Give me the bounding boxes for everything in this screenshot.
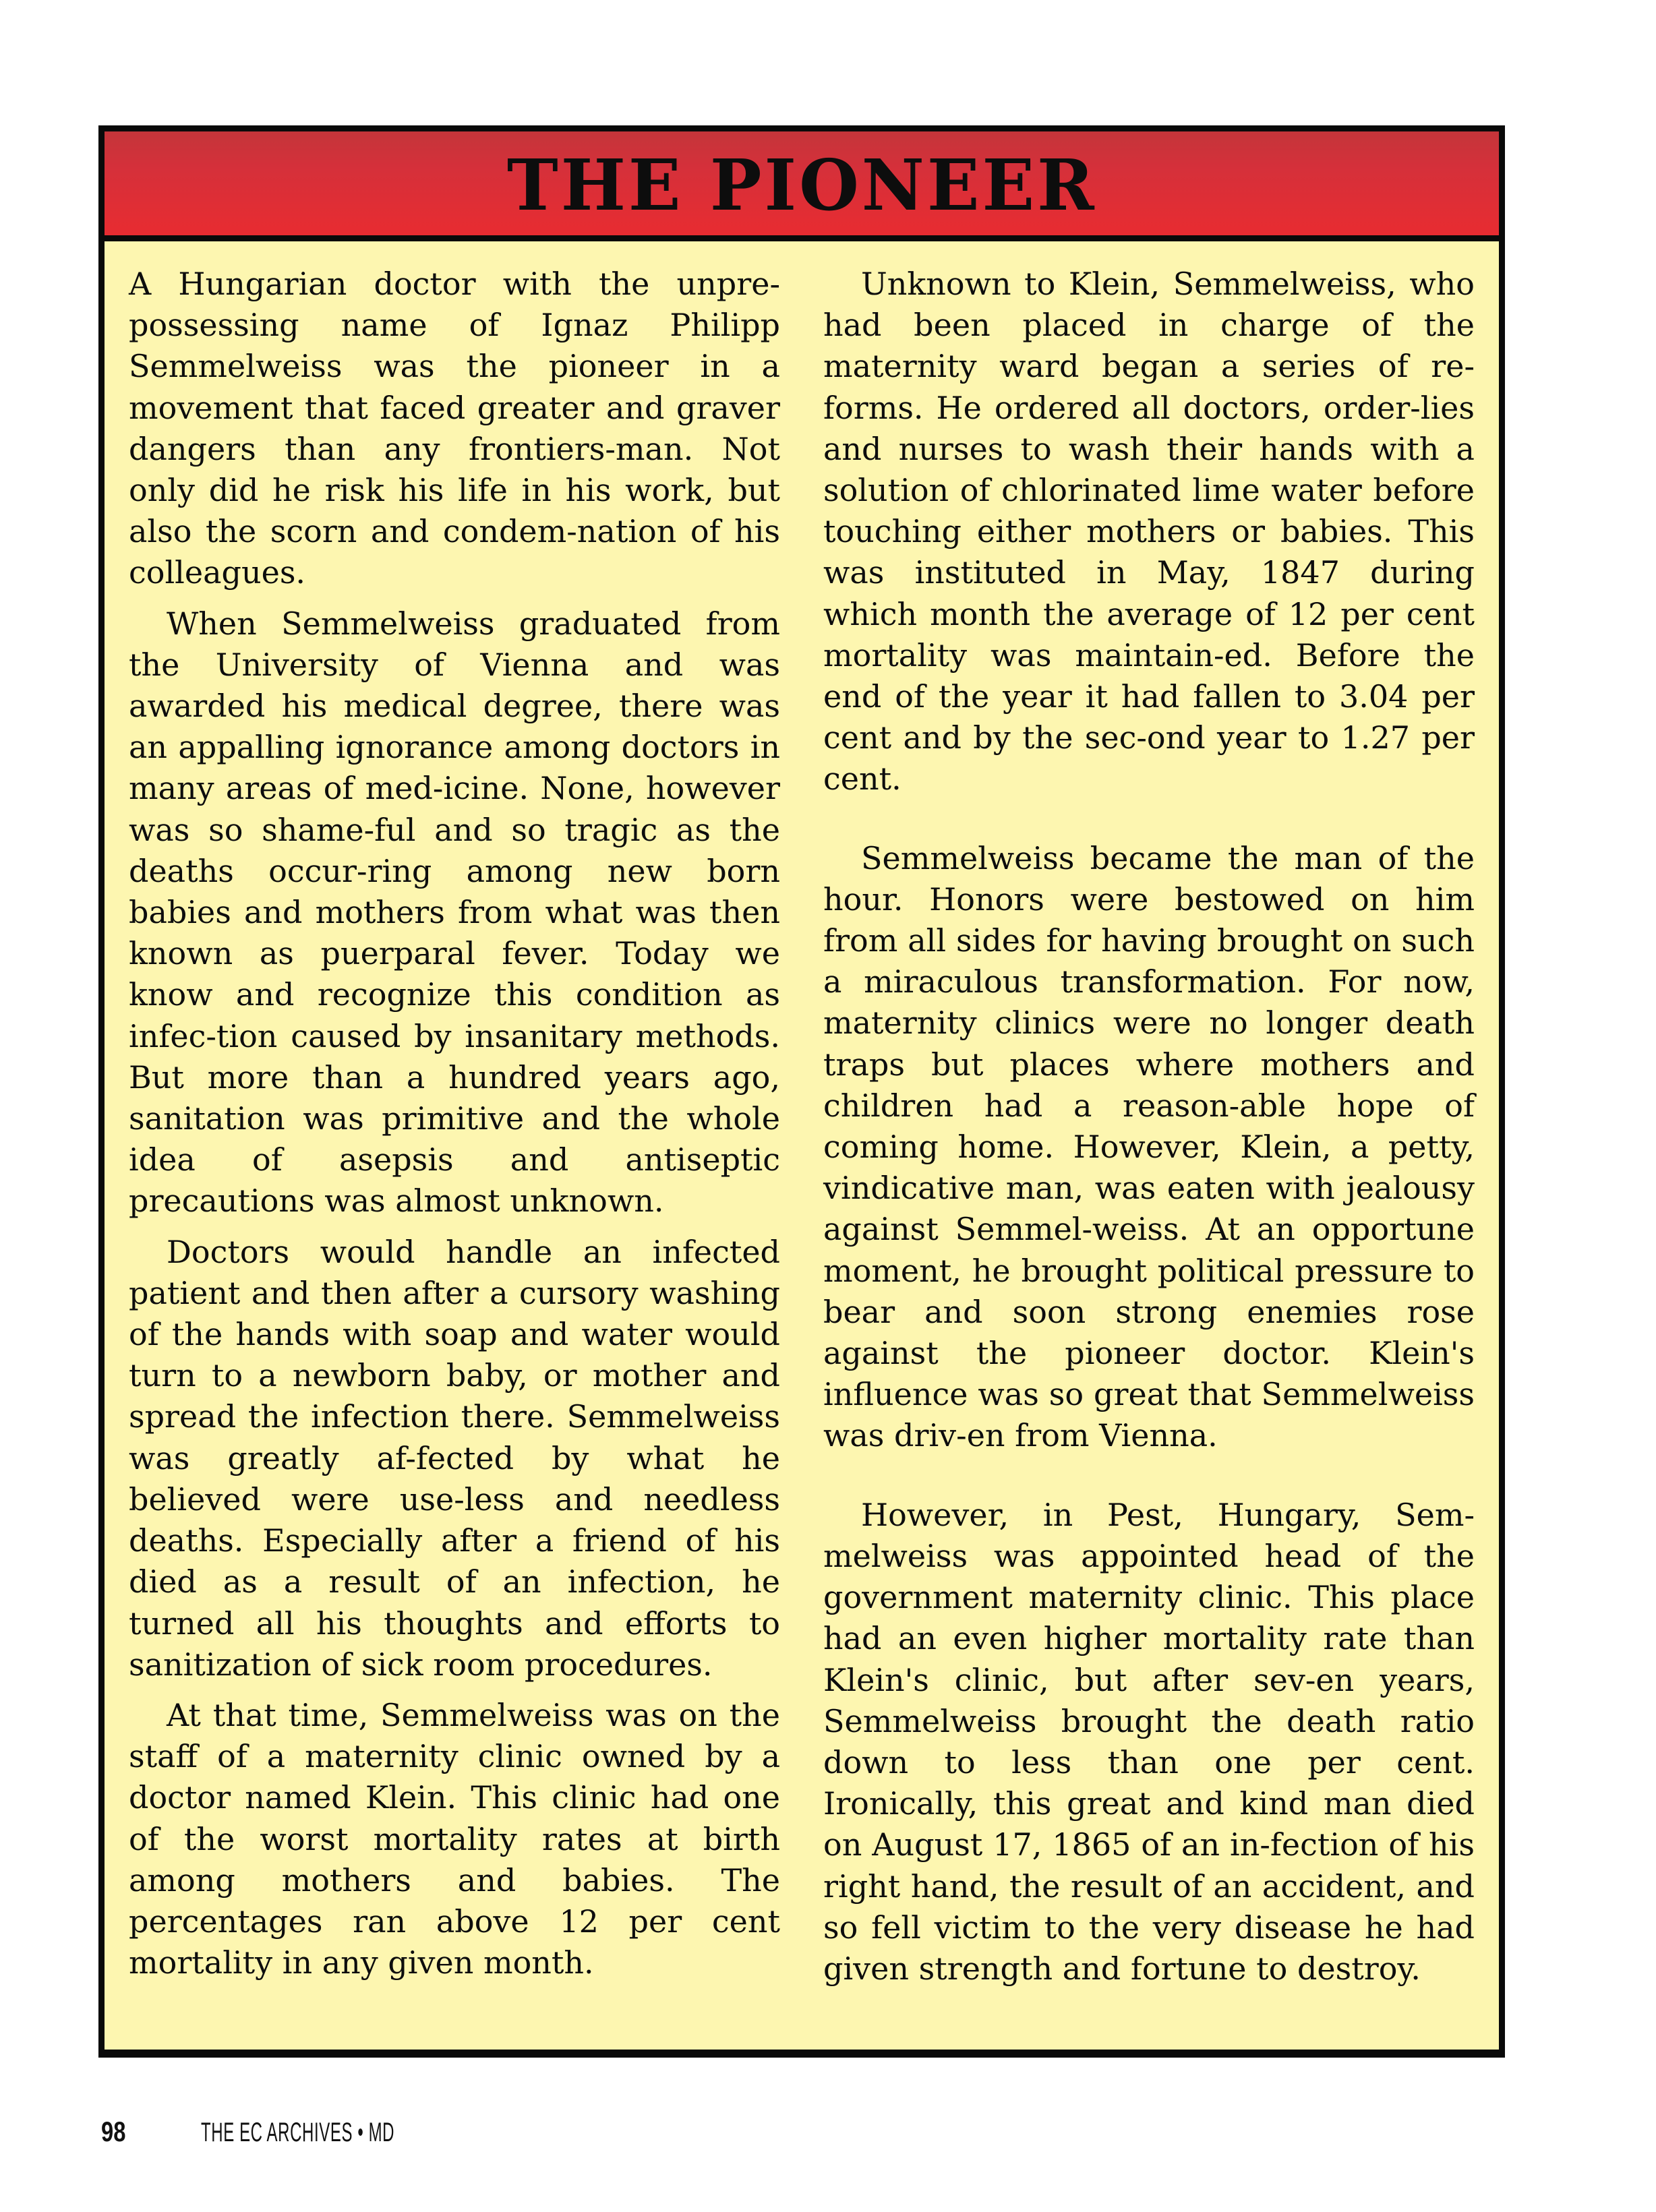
page-number: 98	[101, 2116, 126, 2147]
text-columns	[129, 264, 1475, 2029]
article-panel	[98, 125, 1505, 2058]
paragraph: Unknown to Klein, Semmelweiss, who had been placed in charge of the maternity ward began a series of re-forms. He ordered all doctors, order-lies and nurses to wash their hands with a solution of chlorinated lime water before touching either mothers or babies. This was instituted in May, 1847 during which month the average of 12 per cent mortality was maintain-ed. Before the end of the year it had fallen to 3.04 per cent and by the sec-ond year to 1.27 per cent.	[823, 266, 1475, 798]
article-title: THE PIONEER	[506, 143, 1097, 227]
title-banner	[105, 131, 1499, 241]
paragraph: When Semmelweiss graduated from the University of Vienna and was awarded his medical degree, there was an appalling ignorance among doctors in many areas of med-icine. None, however was so shame-ful and so tragic as the deaths occur-ring among new born babies and mothers from what was then known as puerparal fever. Today we know and recognize this condition as infec-tion caused by insanitary methods. But more than a hundred years ago, sanitation was primitive and the whole idea of asepsis and antiseptic precautions was almost unknown.	[129, 605, 780, 1220]
paragraph: A Hungarian doctor with the unpre-possessing name of Ignaz Philipp Semmelweiss was the pioneer in a movement that faced greater and graver dangers than any frontiers-man. Not only did he risk his life in his work, but also the scorn and condem-nation of his colleagues.	[129, 266, 780, 591]
paragraph: However, in Pest, Hungary, Sem-melweiss was appointed head of the government maternity clinic. This place had an even higher mortality rate than Klein's clinic, but after sev-en years, Semmelweiss brought the death ratio down to less than one per cent. Ironically, this great and kind man died on August 17, 1865 of an in-fection of his right hand, the result of an accident, and so fell victim to the very disease he had given strength and fortune to destroy.	[823, 1496, 1475, 1987]
running-head: THE EC ARCHIVES • MD	[201, 2118, 395, 2147]
paragraph: Doctors would handle an infected patient and then after a cursory washing of the hands with soap and water would turn to a newborn baby, or mother and spread the infection there. Semmelweiss was greatly af-fected by what he believed were use-less and needless deaths. Especially after a friend of his died as a result of an infection, he turned all his thoughts and efforts to sanitization of sick room procedures.	[129, 1233, 780, 1683]
paragraph: Semmelweiss became the man of the hour. Honors were bestowed on him from all sides for having brought on such a miraculous transformation. For now, maternity clinics were no longer death traps but places where mothers and children had a reason-able hope of coming home. However, Klein, a petty, vindicative man, was eaten with jealousy against Semmel-weiss. At an opportune moment, he brought political pressure to bear and soon strong enemies rose against the pioneer doctor. Klein's influence was so great that Semmelweiss was driv-en from Vienna.	[823, 839, 1475, 1454]
right-column	[823, 264, 1475, 2029]
paragraph: At that time, Semmelweiss was on the staff of a maternity clinic owned by a doctor named Klein. This clinic had one of the worst mortality rates at birth among mothers and babies. The percentages ran above 12 per cent mortality in any given month.	[129, 1696, 780, 1981]
left-column	[129, 264, 780, 2029]
page-footer	[101, 2116, 524, 2148]
